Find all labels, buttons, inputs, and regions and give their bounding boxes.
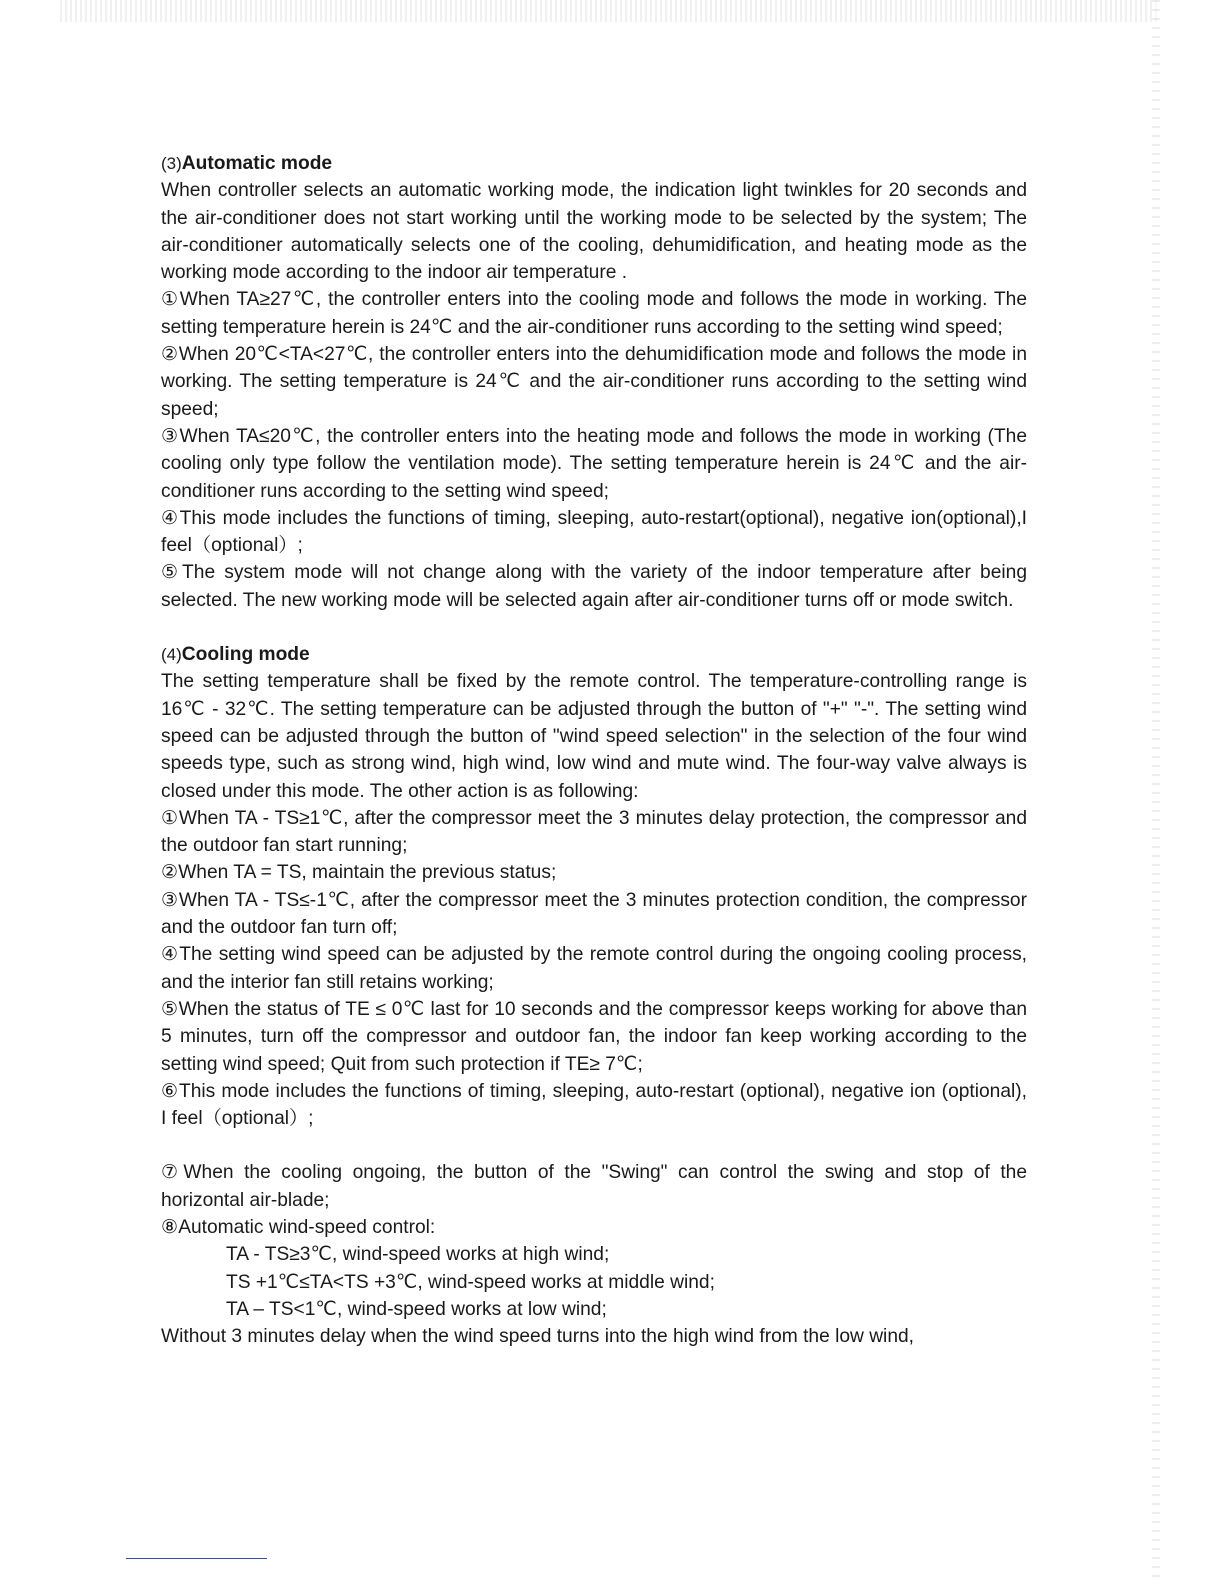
cooling-mode-item-4: ④The setting wind speed can be adjusted by the remote control during the ongoing cooling process, and the interior fan still retains working;	[161, 944, 1027, 993]
section-heading-cooling-mode	[161, 641, 1027, 668]
cooling-mode-item-3: ③When TA - TS≤-1℃, after the compressor meet the 3 minutes protection condition, the compressor and the outdoor fan turn off;	[161, 889, 1027, 939]
footnote-rule	[126, 1558, 267, 1559]
automatic-mode-item-2: ②When 20℃<TA<27℃, the controller enters into the dehumidification mode and follows the mode in working. The setting temperature is 24℃ and the air-conditioner runs according to the setting wind speed;	[161, 344, 1027, 420]
wind-speed-rule-high: TA - TS≥3℃, wind-speed works at high wind;	[226, 1244, 610, 1266]
wind-speed-rule-middle: TS +1℃≤TA<TS +3℃, wind-speed works at middle wind;	[226, 1271, 715, 1293]
automatic-mode-item-4: ④This mode includes the functions of timing, sleeping, auto-restart(optional), negative ion(optional),I feel（optional）;	[161, 507, 1027, 557]
cooling-mode-item-2: ②When TA = TS, maintain the previous status;	[161, 862, 557, 884]
cooling-mode-item-7: ⑦When the cooling ongoing, the button of the "Swing" can control the swing and stop of the horizontal air-blade;	[161, 1162, 1027, 1211]
automatic-mode-item-5: ⑤The system mode will not change along with the variety of the indoor temperature after being selected. The new working mode will be selected again after air-conditioner turns off or mode switch.	[161, 562, 1027, 611]
section-title: Automatic mode	[181, 153, 333, 174]
cooling-mode-item-6: ⑥This mode includes the functions of timing, sleeping, auto-restart (optional), negative ion (optional), I feel（optional）;	[161, 1080, 1027, 1130]
automatic-mode-item-1: ①When TA≥27℃, the controller enters into the cooling mode and follows the mode in working. The setting temperature herein is 24℃ and the air-conditioner runs according to the setting wind speed;	[161, 289, 1027, 338]
cooling-mode-item-5: ⑤When the status of TE ≤ 0℃ last for 10 seconds and the compressor keeps working for above than 5 minutes, turn off the compressor and outdoor fan, the indoor fan keep working according to the setting wind speed; Quit from such protection if TE≥ 7℃;	[161, 998, 1027, 1075]
continuation-line: Without 3 minutes delay when the wind speed turns into the high wind from the low wind,	[161, 1326, 914, 1348]
section-number: (3)	[161, 154, 182, 173]
paragraph-spacer	[161, 1132, 1027, 1159]
scan-artifact-top	[60, 0, 1160, 22]
section-number: (4)	[161, 645, 182, 665]
section-heading-automatic-mode	[161, 150, 1027, 177]
section-spacer	[161, 614, 1027, 641]
wind-speed-rule-low: TA – TS<1℃, wind-speed works at low wind;	[226, 1298, 607, 1320]
automatic-mode-item-3: ③When TA≤20℃, the controller enters into the heating mode and follows the mode in working (The cooling only type follow the ventilation mode). The setting temperature herein is 24℃ and the air-conditioner runs according to the setting wind speed;	[161, 425, 1027, 502]
cooling-mode-item-1: ①When TA - TS≥1℃, after the compressor meet the 3 minutes delay protection, the compressor and the outdoor fan start running;	[161, 807, 1027, 857]
section-title: Cooling mode	[181, 644, 310, 666]
cooling-mode-item-8-title: ⑧Automatic wind-speed control:	[161, 1216, 436, 1238]
automatic-mode-intro: When controller selects an automatic working mode, the indication light twinkles for 20 seconds and the air-conditioner does not start working until the working mode to be selected by the system; The air-conditioner automatically selects one of the cooling, dehumidification, and heating mode as the working mode according to the indoor air temperature .	[161, 180, 1027, 284]
cooling-mode-intro: The setting temperature shall be fixed by the remote control. The temperature-controlling range is 16℃ - 32℃. The setting temperature can be adjusted through the button of "+" "-". The setting wind speed can be adjusted through the button of "wind speed selection" in the selection of the four wind speeds type, such as strong wind, high wind, low wind and mute wind. The four-way valve always is closed under this mode. The other action is as following:	[161, 671, 1027, 802]
document-page	[161, 150, 1027, 1350]
scan-artifact-right	[1152, 0, 1160, 1584]
